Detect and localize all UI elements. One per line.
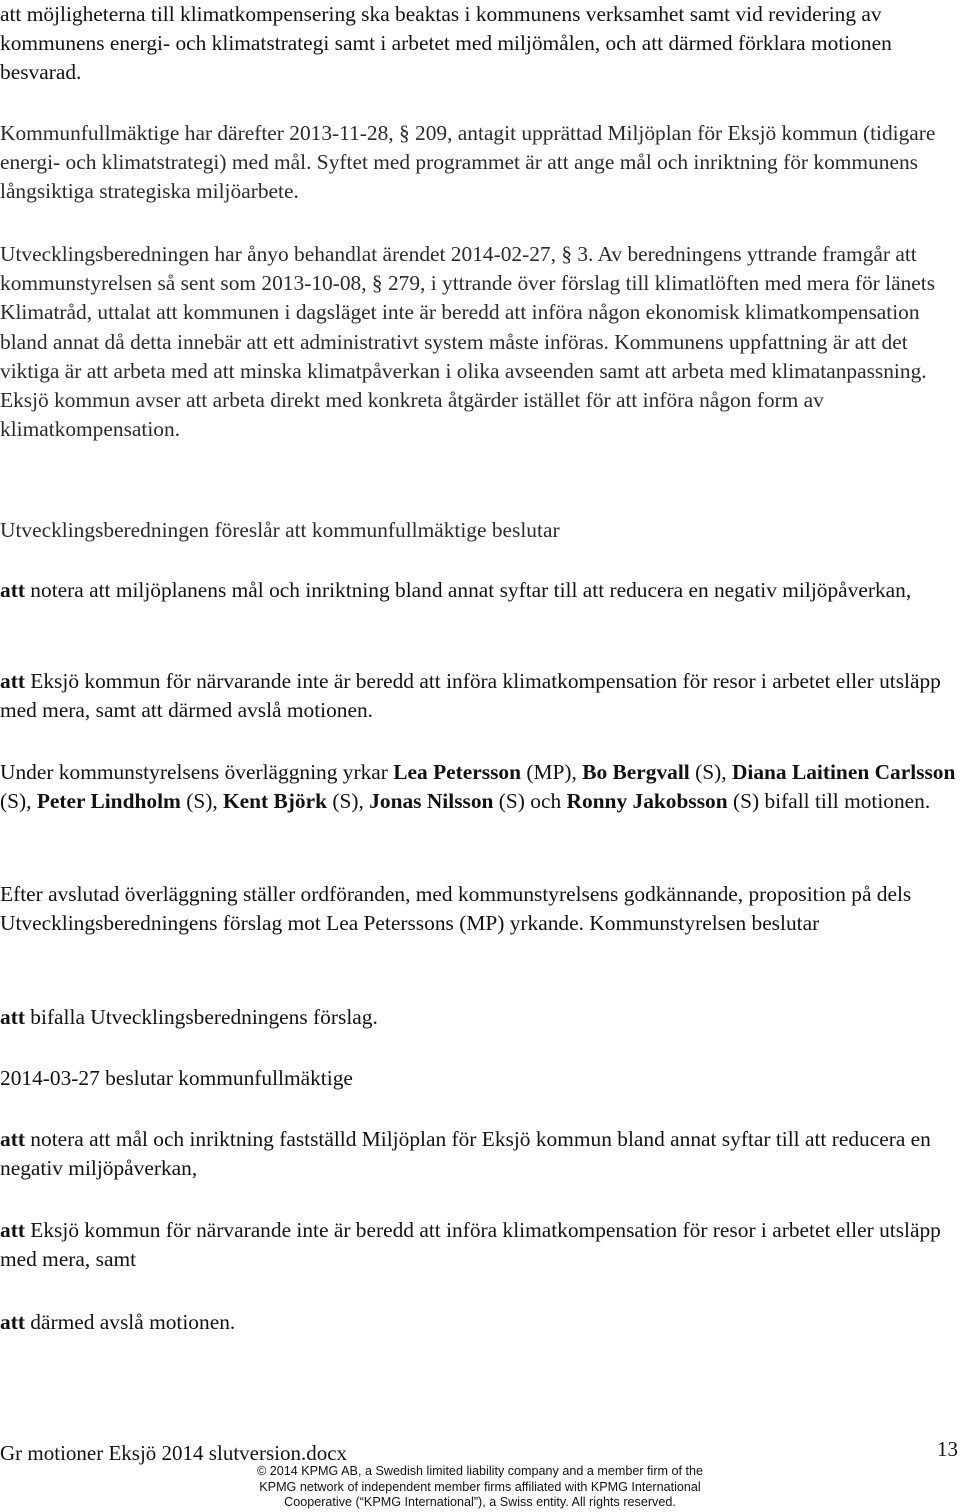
text-fragment: (S) och	[493, 789, 567, 814]
member-name: Diana Laitinen Carlsson	[731, 760, 956, 784]
text-fragment: (S),	[689, 760, 732, 784]
paragraph-att-reject-motion	[0, 1308, 958, 1337]
paragraph-board-deliberation	[0, 758, 958, 816]
text-fragment: Under kommunstyrelsens överläggning yrkar	[0, 760, 394, 784]
paragraph-chairman-proposition: Efter avslutad överläggning ställer ordföranden, med kommunstyrelsens godkännande, proposition på dels Utvecklingsberedningens förslag mot Lea Peterssons (MP) yrkande. Kommunstyrelsen beslutar	[0, 882, 912, 936]
paragraph-att-not-ready	[0, 1216, 958, 1274]
paragraph-environment-plan: Kommunfullmäktige har därefter 2013-11-28, § 209, antagit upprättad Miljöplan för Eksjö kommun (tidigare energi- och klimatstrategi) med mål. Syftet med programmet är att ange mål och inriktning för kommunens långsiktiga strategiska miljöarbete.	[0, 121, 936, 204]
paragraph-committee-proposal: Utvecklingsberedningen föreslår att kommunfullmäktige beslutar	[0, 518, 560, 542]
text-fragment: (S),	[327, 789, 370, 814]
att-text: notera att mål och inriktning fastställd Miljöplan för Eksjö kommun bland annat syftar till att reducera en negativ miljöpåverkan,	[0, 1127, 931, 1181]
copyright-line: KPMG network of independent member firms affiliated with KPMG International	[259, 1479, 701, 1494]
footer-copyright	[190, 1464, 770, 1511]
att-text: Eksjö kommun för närvarande inte är beredd att införa klimatkompensation för resor i arbetet eller utsläpp med mera, samt att därmed avslå motionen.	[0, 669, 941, 723]
member-name: Bo Bergvall	[582, 760, 690, 784]
paragraph-att-note-goals	[0, 1125, 958, 1183]
paragraph-att-approve	[0, 1003, 958, 1032]
member-name: Peter Lindholm	[36, 789, 181, 814]
text-fragment: (MP),	[520, 760, 583, 784]
att-text: notera att miljöplanens mål och inriktning bland annat syftar till att reducera en negativ miljöpåverkan,	[24, 578, 912, 602]
paragraph-council-decision-date: 2014-03-27 beslutar kommunfullmäktige	[0, 1066, 353, 1090]
member-name: Kent Björk	[223, 789, 328, 814]
member-name: Lea Petersson	[393, 760, 521, 784]
att-text: bifalla Utvecklingsberedningens förslag.	[24, 1005, 378, 1029]
att-keyword: att	[0, 1005, 25, 1029]
copyright-line: Cooperative (“KPMG International”), a Swiss entity. All rights reserved.	[284, 1495, 676, 1510]
paragraph-motion-conclusion: att möjligheterna till klimatkompensering ska beaktas i kommunens verksamhet samt vid revidering av kommunens energi- och klimatstrategi samt i arbetet med miljömålen, och att därmed förklara motionen besvarad.	[0, 2, 892, 85]
att-keyword: att	[0, 1310, 25, 1334]
paragraph-development-committee: Utvecklingsberedningen har ånyo behandlat ärendet 2014-02-27, § 3. Av beredningens yttrande framgår att kommunstyrelsen så sent som 2013-10-08, § 279, i yttrande över förslag till klimatlöften med mera för länets Klimatråd, uttalat att kommunen i dagsläget inte är beredd att införa någon ekonomisk klimatkompensation bland annat då detta innebär att ett administrativt system måste införas. Kommunens uppfattning är att det viktiga är att arbeta med att minska klimatpåverkan i olika avseenden samt att arbeta med klimatanpassning. Eksjö kommun avser att arbeta direkt med konkreta åtgärder istället för att införa någon form av klimatkompensation.	[0, 242, 936, 442]
text-fragment: (S) bifall till motionen.	[727, 789, 931, 814]
text-fragment: (S),	[0, 789, 37, 814]
footer-page-number: 13	[937, 1437, 958, 1461]
att-keyword: att	[0, 1127, 25, 1151]
att-keyword: att	[0, 578, 25, 602]
member-name: Jonas Nilsson	[369, 789, 494, 814]
att-keyword: att	[0, 669, 25, 693]
member-name: Ronny Jakobsson	[566, 789, 728, 814]
paragraph-att-note-plan	[0, 576, 958, 605]
paragraph-att-reject-compensation	[0, 667, 958, 725]
footer-filename: Gr motioner Eksjö 2014 slutversion.docx	[0, 1441, 348, 1465]
copyright-line: © 2014 KPMG AB, a Swedish limited liability company and a member firm of the	[256, 1464, 704, 1478]
att-text: därmed avslå motionen.	[24, 1310, 236, 1334]
text-fragment: (S),	[180, 789, 224, 814]
att-text: Eksjö kommun för närvarande inte är beredd att införa klimatkompensation för resor i arbetet eller utsläpp med mera, samt	[0, 1218, 941, 1272]
att-keyword: att	[0, 1218, 25, 1242]
